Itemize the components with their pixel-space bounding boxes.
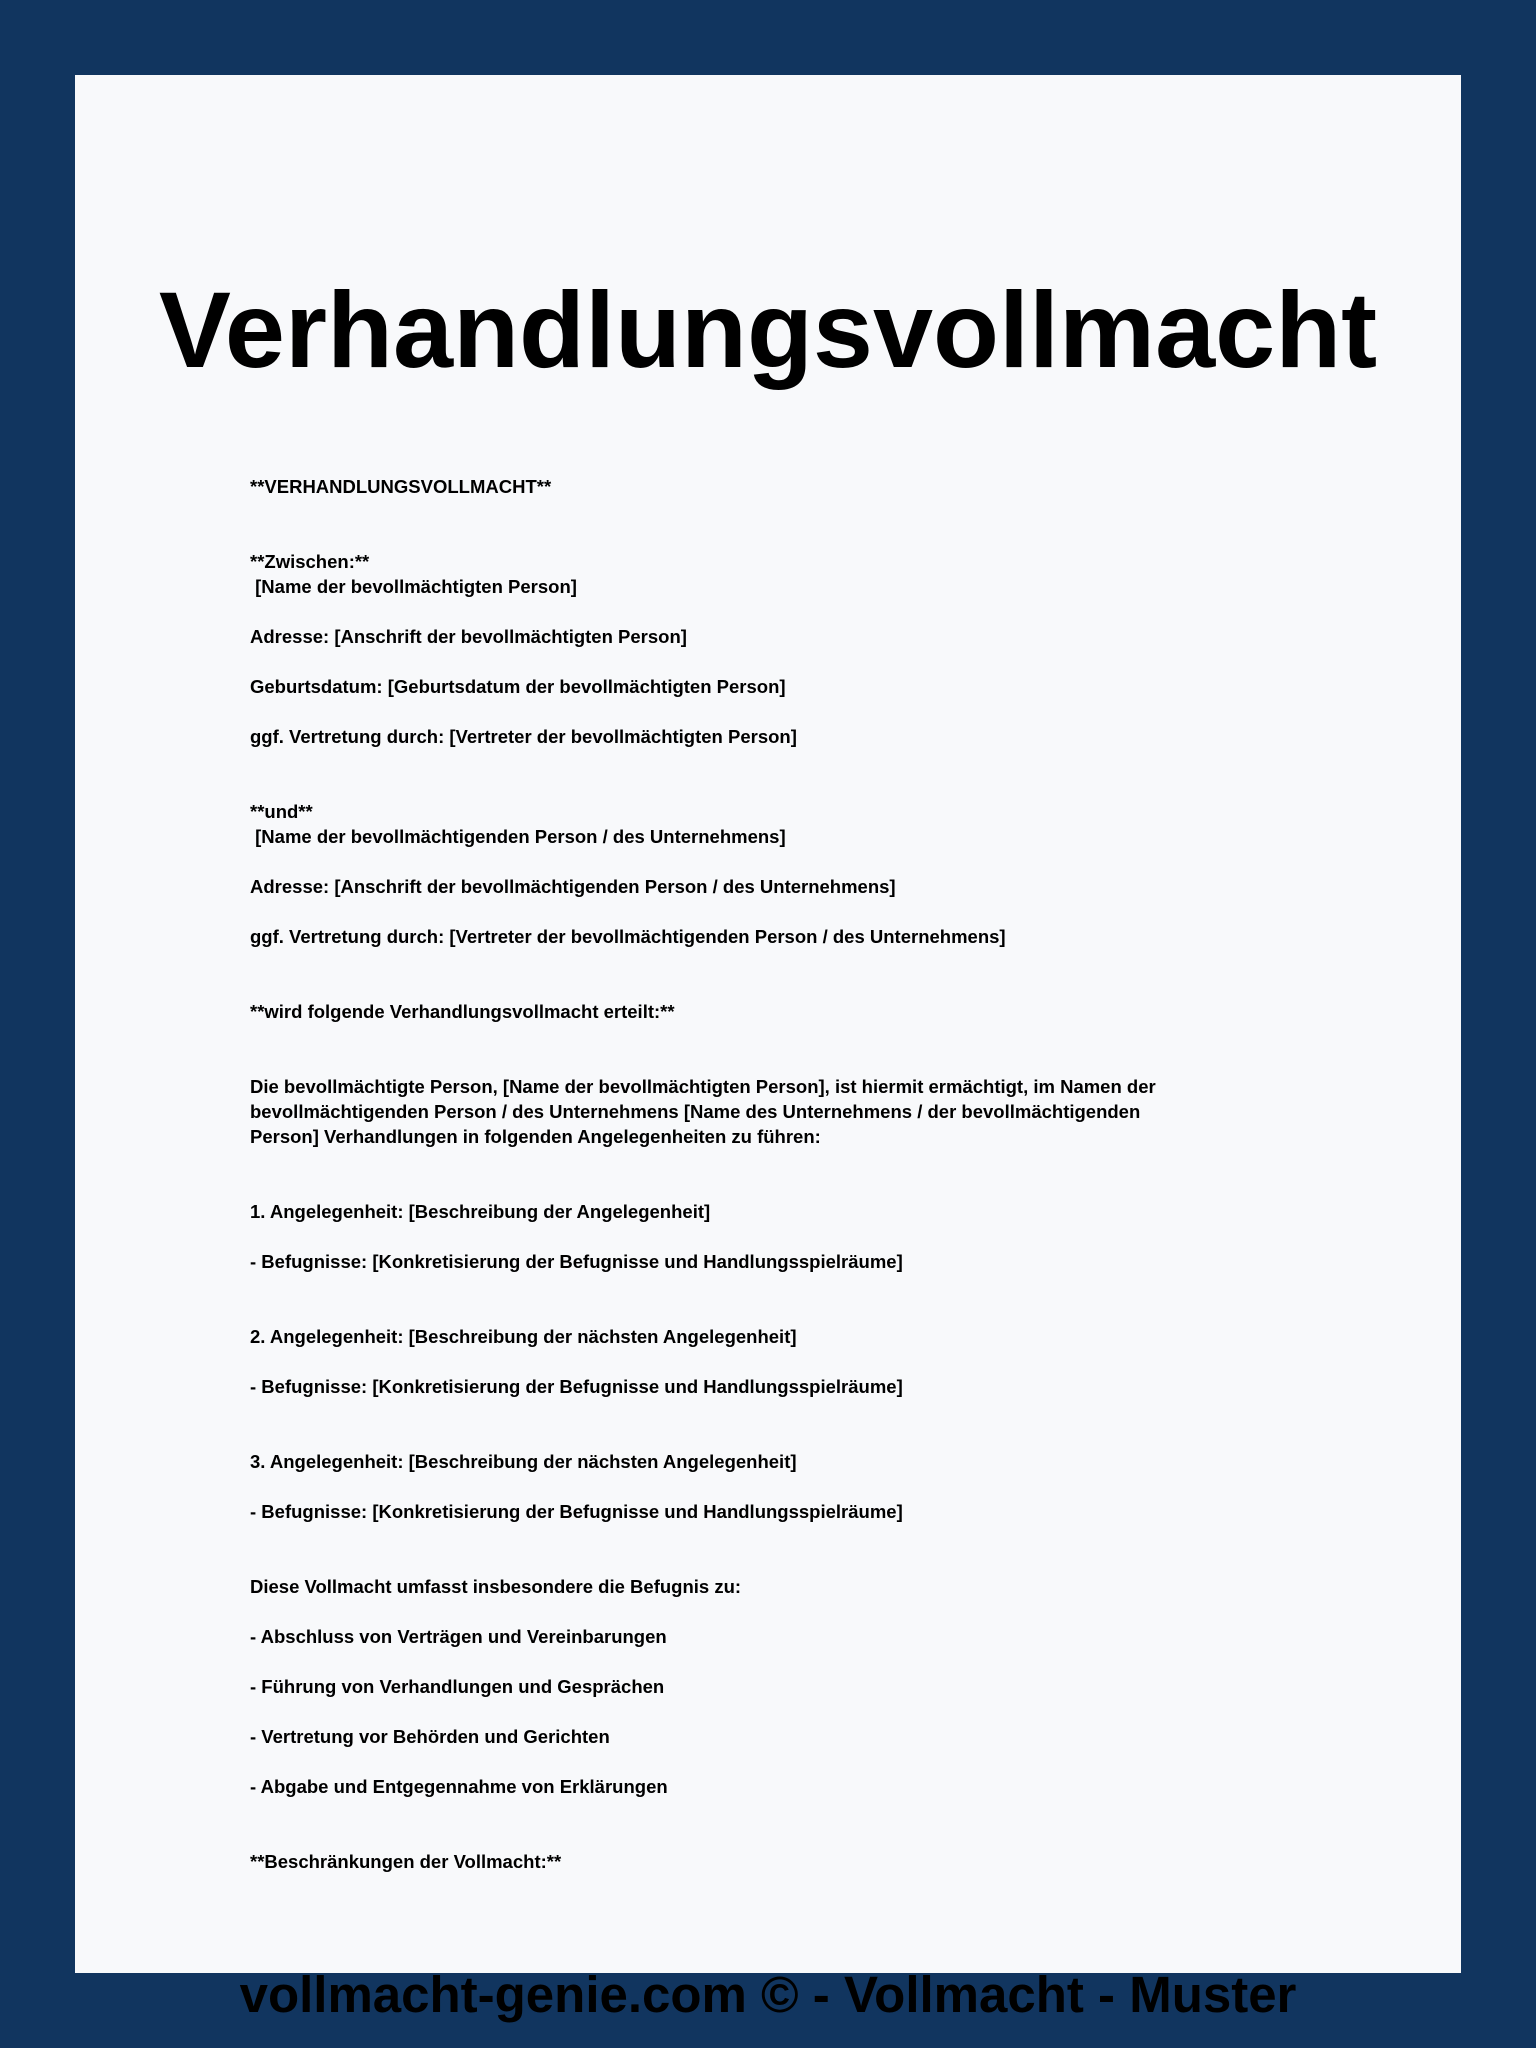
matter-1-powers: - Befugnisse: [Konkretisierung der Befugnisse und Handlungsspielräume] — [250, 1251, 903, 1272]
document-title: Verhandlungsvollmacht — [158, 269, 1378, 390]
heading-verhandlungsvollmacht: **VERHANDLUNGSVOLLMACHT** — [250, 476, 552, 497]
matter-2-powers: - Befugnisse: [Konkretisierung der Befugnisse und Handlungsspielräume] — [250, 1376, 903, 1397]
scope-item-representation: - Vertretung vor Behörden und Gerichten — [250, 1726, 610, 1747]
agent-representative-line: ggf. Vertretung durch: [Vertreter der bevollmächtigten Person] — [250, 726, 797, 747]
principal-representative-line: ggf. Vertretung durch: [Vertreter der bevollmächtigenden Person / des Unternehmens] — [250, 926, 1006, 947]
agent-address-line: Adresse: [Anschrift der bevollmächtigten Person] — [250, 626, 687, 647]
heading-restrictions: **Beschränkungen der Vollmacht:** — [250, 1851, 562, 1872]
authorization-paragraph-line-1: Die bevollmächtigte Person, [Name der bevollmächtigten Person], ist hiermit ermächtigt, im Namen der — [250, 1076, 1156, 1097]
authorization-paragraph-line-3: Person] Verhandlungen in folgenden Angelegenheiten zu führen: — [250, 1126, 821, 1147]
matter-3-powers: - Befugnisse: [Konkretisierung der Befugnisse und Handlungsspielräume] — [250, 1501, 903, 1522]
scope-item-negotiations: - Führung von Verhandlungen und Gesprächen — [250, 1676, 665, 1697]
footer-watermark: vollmacht-genie.com © - Vollmacht - Muster — [239, 1966, 1297, 2023]
principal-name-line: [Name der bevollmächtigenden Person / des Unternehmens] — [250, 826, 786, 847]
matter-1: 1. Angelegenheit: [Beschreibung der Angelegenheit] — [250, 1201, 711, 1222]
scope-item-contracts: - Abschluss von Verträgen und Vereinbarungen — [250, 1626, 667, 1647]
agent-name-line: [Name der bevollmächtigten Person] — [250, 576, 577, 597]
heading-zwischen: **Zwischen:** — [250, 551, 370, 572]
authorization-paragraph-line-2: bevollmächtigenden Person / des Unternehmens [Name des Unternehmens / der bevollmächtigenden — [250, 1101, 1141, 1122]
heading-granted: **wird folgende Verhandlungsvollmacht erteilt:** — [250, 1001, 675, 1022]
matter-3: 3. Angelegenheit: [Beschreibung der nächsten Angelegenheit] — [250, 1451, 797, 1472]
agent-birthdate-line: Geburtsdatum: [Geburtsdatum der bevollmächtigten Person] — [250, 676, 786, 697]
scope-item-declarations: - Abgabe und Entgegennahme von Erklärungen — [250, 1776, 668, 1797]
document-page — [75, 75, 1461, 2023]
principal-address-line: Adresse: [Anschrift der bevollmächtigenden Person / des Unternehmens] — [250, 876, 896, 897]
matter-2: 2. Angelegenheit: [Beschreibung der nächsten Angelegenheit] — [250, 1326, 797, 1347]
scope-intro: Diese Vollmacht umfasst insbesondere die Befugnis zu: — [250, 1576, 742, 1597]
heading-und: **und** — [250, 801, 313, 822]
